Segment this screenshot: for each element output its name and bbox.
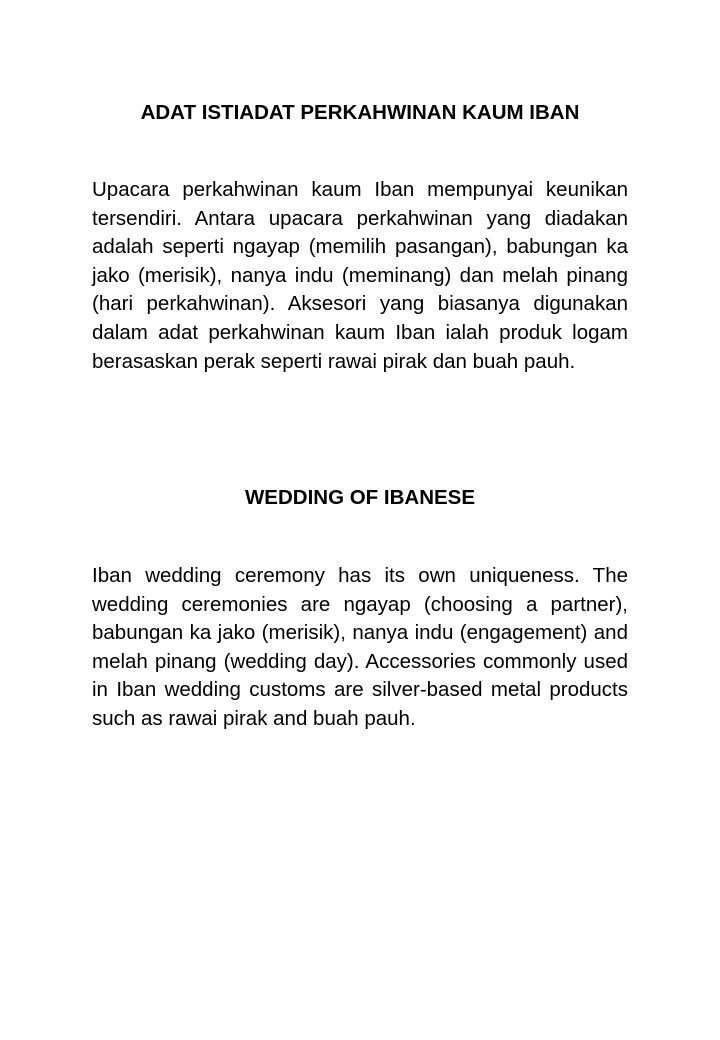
malay-section-title: ADAT ISTIADAT PERKAHWINAN KAUM IBAN [140,101,580,124]
english-section-body: Iban wedding ceremony has its own uniqueness. The wedding ceremonies are ngayap (choosing a partner), babungan ka jako (merisik), nanya indu (engagement) and melah pinang (wedding day). Accessories commonly used in Iban wedding customs are silver-based metal products such as rawai pirak and buah pauh. [92,564,628,730]
malay-section-body: Upacara perkahwinan kaum Iban mempunyai keunikan tersendiri. Antara upacara perkahwinan yang diadakan adalah seperti ngayap (memilih pasangan), babungan ka jako (merisik), nanya indu (meminang) dan melah pinang (hari perkahwinan). Aksesori yang biasanya digunakan dalam adat perkahwinan kaum Iban ialah produk logam berasaskan perak seperti rawai pirak dan buah pauh. [92,178,628,373]
english-section-title: WEDDING OF IBANESE [244,486,476,509]
